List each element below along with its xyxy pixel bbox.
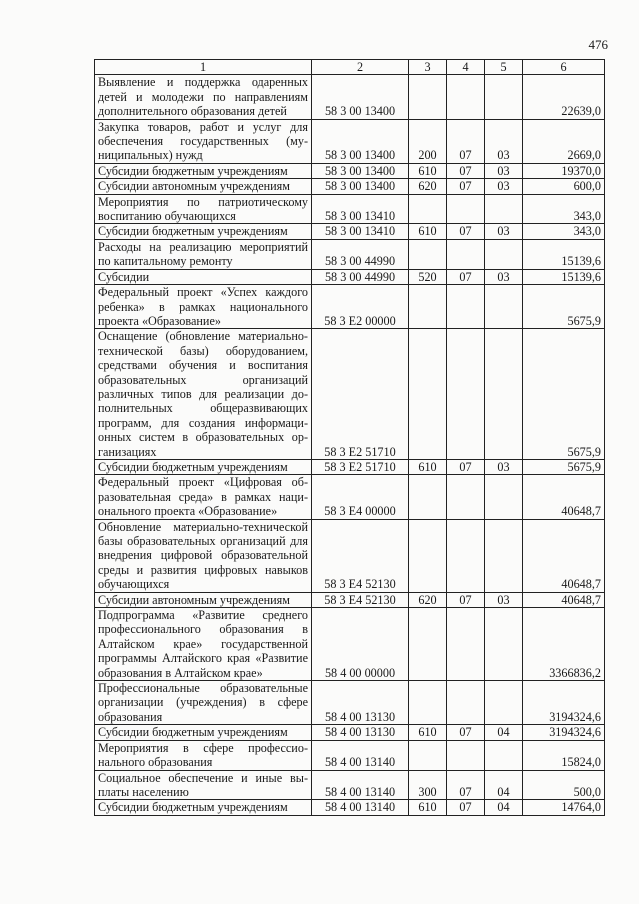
row-name: Социальное обеспечение и иные выплаты населению <box>95 770 312 800</box>
row-subsection <box>485 239 523 269</box>
row-expense-type <box>409 285 447 329</box>
row-section <box>447 740 485 770</box>
row-expense-type <box>409 608 447 681</box>
row-target-code: 58 3 E2 51710 <box>312 459 409 474</box>
row-target-code: 58 3 00 13410 <box>312 194 409 224</box>
row-expense-type: 610 <box>409 459 447 474</box>
row-target-code: 58 3 E2 00000 <box>312 285 409 329</box>
row-expense-type: 610 <box>409 800 447 815</box>
table-row <box>95 519 605 592</box>
row-target-code: 58 3 00 13400 <box>312 179 409 194</box>
table-row <box>95 269 605 284</box>
row-name: Закупка товаров, работ и услуг для обеспечения государственных (муниципальных) нужд <box>95 119 312 163</box>
header-col-2: 2 <box>312 60 409 75</box>
table-row <box>95 770 605 800</box>
row-section: 07 <box>447 269 485 284</box>
row-target-code: 58 3 E4 52130 <box>312 519 409 592</box>
table-row <box>95 194 605 224</box>
table-row <box>95 725 605 740</box>
header-col-5: 5 <box>485 60 523 75</box>
row-section: 07 <box>447 224 485 239</box>
row-section <box>447 239 485 269</box>
budget-table <box>94 59 605 816</box>
row-expense-type: 610 <box>409 725 447 740</box>
row-subsection: 03 <box>485 163 523 178</box>
row-section <box>447 329 485 460</box>
page-number: 476 <box>588 37 608 52</box>
row-expense-type: 620 <box>409 592 447 607</box>
row-name: Выявление и поддержка одаренных детей и молодежи по направлениям дополнительного образования детей <box>95 75 312 119</box>
row-section: 07 <box>447 119 485 163</box>
table-row <box>95 681 605 725</box>
row-target-code: 58 4 00 13140 <box>312 740 409 770</box>
row-target-code: 58 4 00 13130 <box>312 681 409 725</box>
row-subsection: 03 <box>485 459 523 474</box>
row-section <box>447 519 485 592</box>
table-row <box>95 179 605 194</box>
row-target-code: 58 3 00 13410 <box>312 224 409 239</box>
row-expense-type <box>409 75 447 119</box>
table-row <box>95 163 605 178</box>
row-section <box>447 194 485 224</box>
row-name: Субсидии бюджетным учреждениям <box>95 459 312 474</box>
row-subsection <box>485 608 523 681</box>
row-subsection: 03 <box>485 269 523 284</box>
row-section <box>447 285 485 329</box>
row-expense-type: 520 <box>409 269 447 284</box>
row-amount: 15139,6 <box>523 269 605 284</box>
budget-table-body <box>95 60 605 816</box>
table-row <box>95 608 605 681</box>
row-name: Субсидии бюджетным учреждениям <box>95 725 312 740</box>
row-name: Федеральный проект «Цифровая образовательная среда» в рамках национального проекта «Образование» <box>95 475 312 519</box>
row-name: Субсидии бюджетным учреждениям <box>95 163 312 178</box>
row-section: 07 <box>447 163 485 178</box>
row-expense-type <box>409 681 447 725</box>
row-name: Субсидии бюджетным учреждениям <box>95 800 312 815</box>
table-row <box>95 740 605 770</box>
row-subsection <box>485 194 523 224</box>
row-subsection: 03 <box>485 224 523 239</box>
header-col-6: 6 <box>523 60 605 75</box>
row-expense-type: 610 <box>409 224 447 239</box>
table-row <box>95 459 605 474</box>
row-section <box>447 681 485 725</box>
row-target-code: 58 3 00 44990 <box>312 269 409 284</box>
row-amount: 5675,9 <box>523 459 605 474</box>
table-row <box>95 239 605 269</box>
row-target-code: 58 3 00 13400 <box>312 119 409 163</box>
row-expense-type <box>409 475 447 519</box>
row-amount: 40648,7 <box>523 475 605 519</box>
row-subsection: 03 <box>485 592 523 607</box>
row-section: 07 <box>447 459 485 474</box>
row-target-code: 58 3 E2 51710 <box>312 329 409 460</box>
row-subsection <box>485 475 523 519</box>
row-name: Субсидии автономным учреждениям <box>95 592 312 607</box>
table-row <box>95 75 605 119</box>
row-subsection: 03 <box>485 179 523 194</box>
row-subsection <box>485 285 523 329</box>
row-name: Федеральный проект «Успех каждого ребенка» в рамках национального проекта «Образование» <box>95 285 312 329</box>
row-subsection: 03 <box>485 119 523 163</box>
row-amount: 40648,7 <box>523 519 605 592</box>
row-name: Оснащение (обновление материально-технической базы) оборудованием, средствами обучения и воспитания образовательных организаций различных типов для реализации дополнительных общеразвивающих программ, для создания информационных систем в образовательных организациях <box>95 329 312 460</box>
table-row <box>95 592 605 607</box>
row-target-code: 58 3 E4 52130 <box>312 592 409 607</box>
row-amount: 15139,6 <box>523 239 605 269</box>
row-name: Субсидии бюджетным учреждениям <box>95 224 312 239</box>
table-header-row <box>95 60 605 75</box>
row-target-code: 58 4 00 13140 <box>312 800 409 815</box>
table-row <box>95 329 605 460</box>
row-amount: 500,0 <box>523 770 605 800</box>
row-amount: 2669,0 <box>523 119 605 163</box>
row-target-code: 58 3 00 13400 <box>312 163 409 178</box>
row-amount: 343,0 <box>523 224 605 239</box>
row-target-code: 58 3 00 13400 <box>312 75 409 119</box>
table-row <box>95 119 605 163</box>
header-col-1: 1 <box>95 60 312 75</box>
row-section <box>447 608 485 681</box>
row-section <box>447 475 485 519</box>
row-amount: 22639,0 <box>523 75 605 119</box>
row-section <box>447 75 485 119</box>
row-expense-type: 610 <box>409 163 447 178</box>
row-amount: 3366836,2 <box>523 608 605 681</box>
row-amount: 5675,9 <box>523 329 605 460</box>
row-subsection <box>485 681 523 725</box>
row-name: Субсидии <box>95 269 312 284</box>
row-name: Профессиональные образовательные организации (учреждения) в сфере образования <box>95 681 312 725</box>
row-amount: 343,0 <box>523 194 605 224</box>
row-subsection <box>485 519 523 592</box>
row-section: 07 <box>447 800 485 815</box>
table-row <box>95 224 605 239</box>
table-row <box>95 475 605 519</box>
row-name: Подпрограмма «Развитие среднего профессионального образования в Алтайском крае» государственной программы Алтайского края «Развитие образования в Алтайском крае» <box>95 608 312 681</box>
row-name: Обновление материально-технической базы образовательных организаций для внедрения цифровой образовательной среды и развития цифровых навыков обучающихся <box>95 519 312 592</box>
row-expense-type <box>409 239 447 269</box>
table-row <box>95 285 605 329</box>
row-amount: 3194324,6 <box>523 681 605 725</box>
table-row <box>95 800 605 815</box>
row-target-code: 58 4 00 13130 <box>312 725 409 740</box>
row-expense-type <box>409 329 447 460</box>
row-amount: 14764,0 <box>523 800 605 815</box>
row-amount: 3194324,6 <box>523 725 605 740</box>
row-target-code: 58 3 E4 00000 <box>312 475 409 519</box>
row-subsection <box>485 740 523 770</box>
row-subsection <box>485 329 523 460</box>
row-subsection: 04 <box>485 800 523 815</box>
row-amount: 15824,0 <box>523 740 605 770</box>
row-amount: 40648,7 <box>523 592 605 607</box>
row-amount: 600,0 <box>523 179 605 194</box>
row-name: Мероприятия по патриотическому воспитанию обучающихся <box>95 194 312 224</box>
row-expense-type: 300 <box>409 770 447 800</box>
header-col-3: 3 <box>409 60 447 75</box>
row-target-code: 58 4 00 13140 <box>312 770 409 800</box>
row-subsection: 04 <box>485 770 523 800</box>
header-col-4: 4 <box>447 60 485 75</box>
row-amount: 19370,0 <box>523 163 605 178</box>
row-expense-type: 200 <box>409 119 447 163</box>
row-subsection: 04 <box>485 725 523 740</box>
row-name: Субсидии автономным учреждениям <box>95 179 312 194</box>
row-section: 07 <box>447 592 485 607</box>
row-expense-type: 620 <box>409 179 447 194</box>
row-section: 07 <box>447 179 485 194</box>
row-expense-type <box>409 740 447 770</box>
row-expense-type <box>409 194 447 224</box>
row-expense-type <box>409 519 447 592</box>
row-amount: 5675,9 <box>523 285 605 329</box>
row-subsection <box>485 75 523 119</box>
row-section: 07 <box>447 725 485 740</box>
row-name: Расходы на реализацию мероприятий по капитальному ремонту <box>95 239 312 269</box>
row-target-code: 58 4 00 00000 <box>312 608 409 681</box>
row-target-code: 58 3 00 44990 <box>312 239 409 269</box>
row-section: 07 <box>447 770 485 800</box>
row-name: Мероприятия в сфере профессионального образования <box>95 740 312 770</box>
